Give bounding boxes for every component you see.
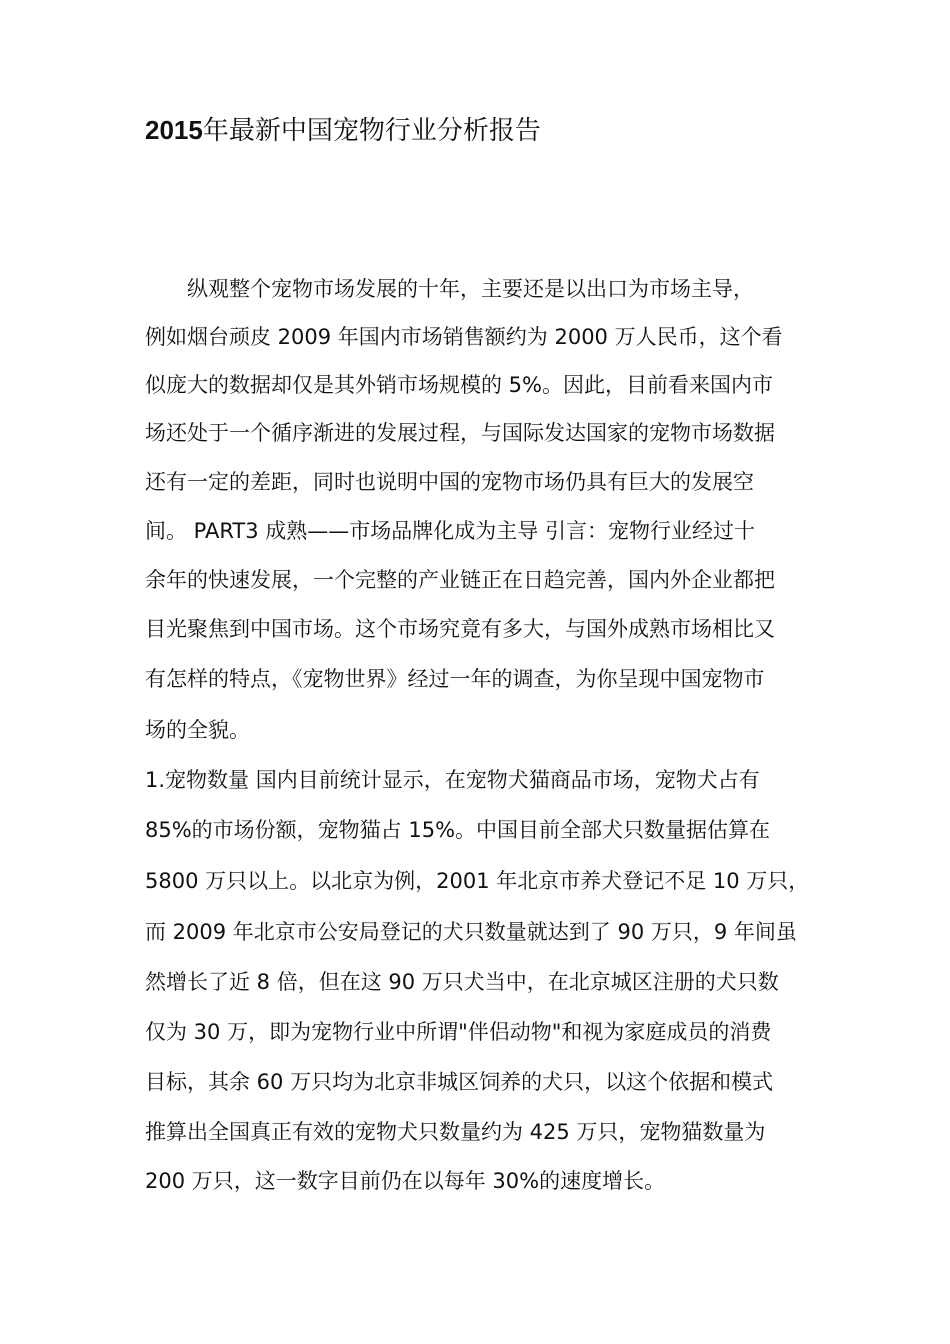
body-line: 纵观整个宠物市场发展的十年，主要还是以出口为市场主导，: [145, 277, 754, 301]
body-line: 仅为 30 万，即为宠物行业中所谓"伴侣动物"和视为家庭成员的消费: [145, 1020, 772, 1044]
body-line: 推算出全国真正有效的宠物犬只数量约为 425 万只，宠物猫数量为: [145, 1120, 766, 1144]
body-line: 然增长了近 8 倍，但在这 90 万只犬当中，在北京城区注册的犬只数: [145, 970, 779, 994]
body-line: 85%的市场份额，宠物猫占 15%。中国目前全部犬只数量据估算在: [145, 818, 771, 842]
body-line: 例如烟台顽皮 2009 年国内市场销售额约为 2000 万人民币，这个看: [145, 325, 783, 349]
body-line: 1.宠物数量 国内目前统计显示，在宠物犬猫商品市场，宠物犬占有: [145, 768, 760, 792]
body-line: 还有一定的差距，同时也说明中国的宠物市场仍具有巨大的发展空: [145, 470, 754, 494]
body-line: 目标，其余 60 万只均为北京非城区饲养的犬只，以这个依据和模式: [145, 1070, 774, 1094]
body-line: 200 万只，这一数字目前仍在以每年 30%的速度增长。: [145, 1169, 666, 1193]
body-line: 有怎样的特点，《宠物世界》经过一年的调查，为你呈现中国宠物市: [145, 667, 765, 691]
title-text: 年最新中国宠物行业分析报告: [202, 116, 541, 146]
body-line: 似庞大的数据却仅是其外销市场规模的 5%。因此，目前看来国内市: [145, 373, 773, 397]
body-line: 余年的快速发展，一个完整的产业链正在日趋完善，国内外企业都把: [145, 568, 775, 592]
page-title: [145, 112, 845, 149]
body-line: 目光聚焦到中国市场。这个市场究竟有多大，与国外成熟市场相比又: [145, 617, 775, 641]
title-year: 2015: [145, 115, 203, 145]
body-line: 场的全貌。: [145, 718, 250, 742]
body-line: 5800 万只以上。以北京为例，2001 年北京市养犬登记不足 10 万只，: [145, 869, 810, 893]
body-line: 场还处于一个循序渐进的发展过程，与国际发达国家的宠物市场数据: [145, 421, 775, 445]
body-line: 而 2009 年北京市公安局登记的犬只数量就达到了 90 万只，9 年间虽: [145, 920, 797, 944]
body-line: 间。 PART3 成熟——市场品牌化成为主导 引言：宠物行业经过十: [145, 519, 755, 543]
